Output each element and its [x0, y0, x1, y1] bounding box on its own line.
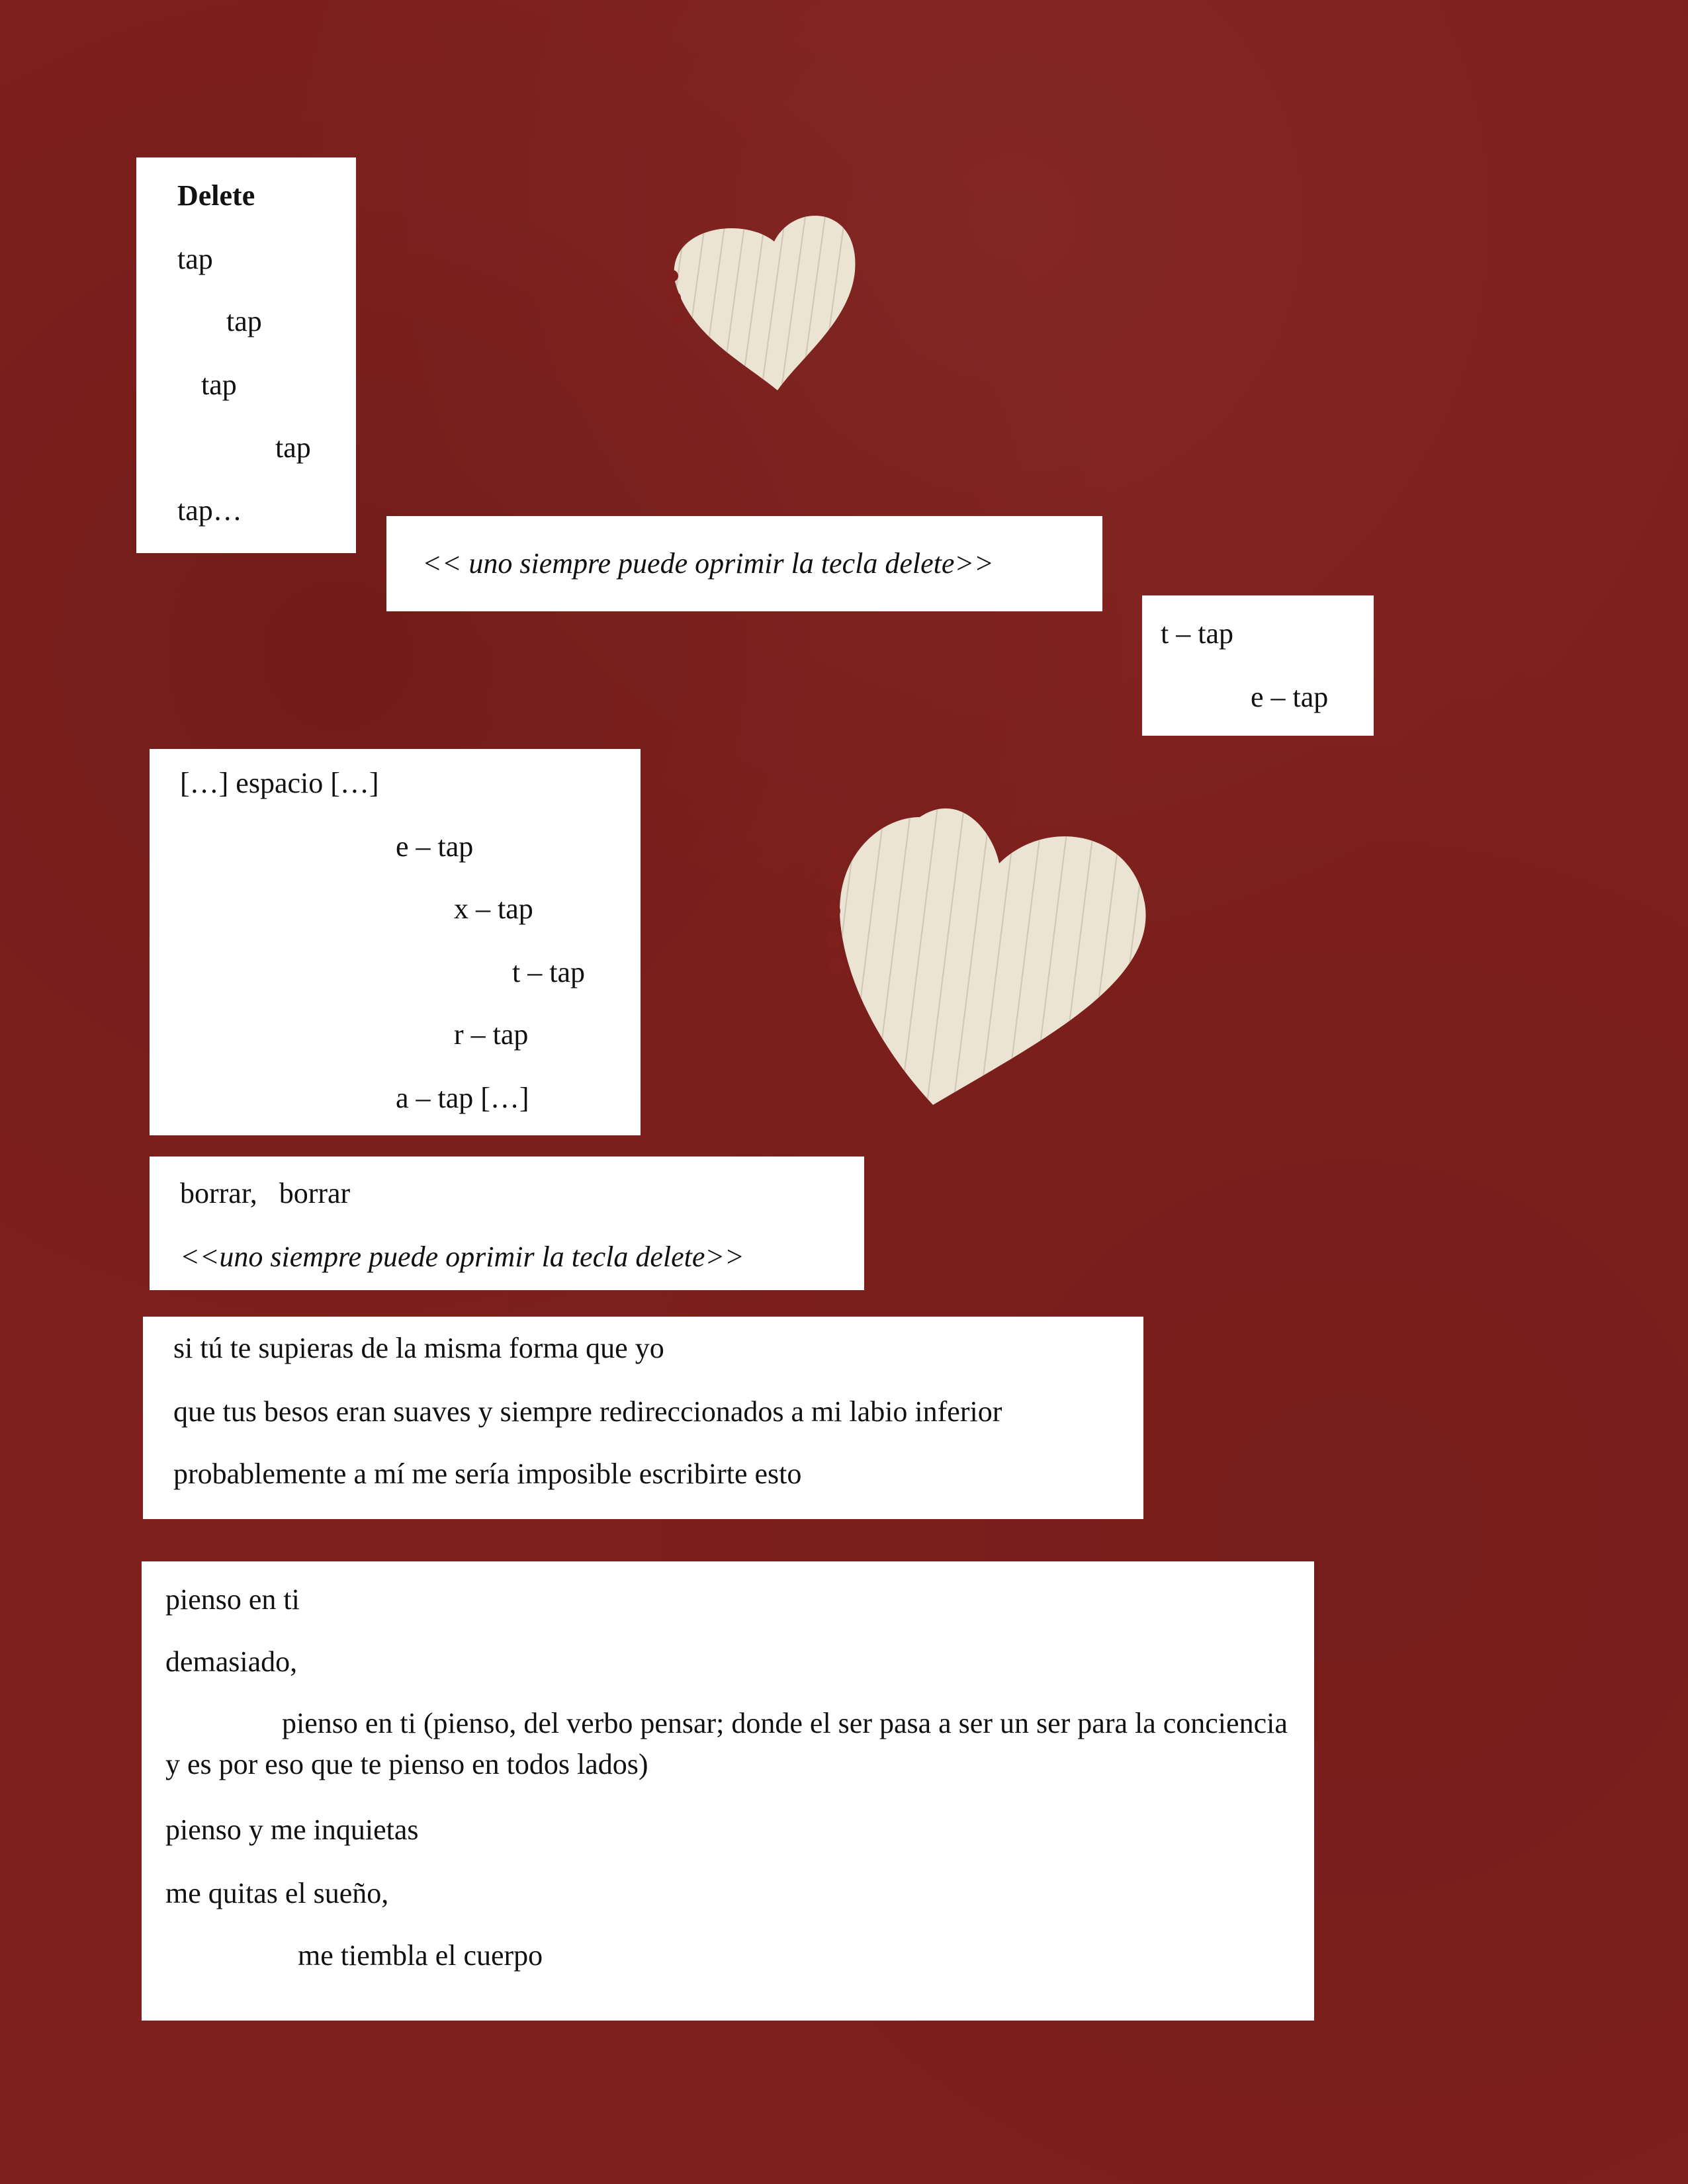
poem-paragraph: pienso en ti (pienso, del verbo pensar; donde el ser pasa a ser un ser para la conciencia y es por eso que te pienso en todos lados): [165, 1707, 1288, 1780]
poem-line: demasiado,: [165, 1645, 298, 1678]
borrar-card: [150, 1157, 864, 1290]
supieras-card: [143, 1317, 1143, 1519]
quote-text: <<uno siempre puede oprimir la tecla delete>>: [180, 1241, 744, 1273]
poem-line: me quitas el sueño,: [165, 1877, 389, 1909]
tap-line: e – tap: [1251, 681, 1329, 713]
te-tap-card: [1142, 595, 1374, 736]
tap-line: t – tap: [1161, 617, 1233, 650]
borrar-text: borrar, borrar: [180, 1177, 351, 1209]
espacio-card: [150, 749, 641, 1135]
poem-line: que tus besos eran suaves y siempre redireccionados a mi labio inferior: [173, 1395, 1002, 1428]
tap-line: tap: [275, 431, 311, 464]
pienso-card: [142, 1561, 1314, 2021]
poem-line: pienso en ti: [165, 1583, 300, 1616]
quote-card: [386, 516, 1102, 611]
poem-line: probablemente a mí me sería imposible escribirte esto: [173, 1458, 802, 1490]
poem-line: me tiembla el cuerpo: [298, 1939, 543, 1972]
tap-line: r – tap: [454, 1018, 529, 1051]
tap-line: […] espacio […]: [180, 767, 379, 799]
delete-card: [136, 157, 356, 553]
tap-line: a – tap […]: [396, 1082, 529, 1114]
poem-line: pienso y me inquietas: [165, 1813, 419, 1846]
tap-line: tap: [201, 369, 237, 401]
tap-line: tap: [226, 305, 262, 337]
tap-line: tap: [177, 243, 213, 275]
quote-text: << uno siempre puede oprimir la tecla delete>>: [422, 547, 994, 580]
heart-paper-icon-small: [662, 202, 860, 394]
tap-line: t – tap: [512, 956, 585, 988]
tap-line: e – tap: [396, 830, 474, 863]
tap-line: tap…: [177, 494, 242, 527]
heart-paper-icon-large: [821, 791, 1151, 1108]
poem-line: si tú te supieras de la misma forma que yo: [173, 1332, 664, 1364]
tap-line: x – tap: [454, 893, 533, 925]
card-title: Delete: [177, 179, 255, 212]
